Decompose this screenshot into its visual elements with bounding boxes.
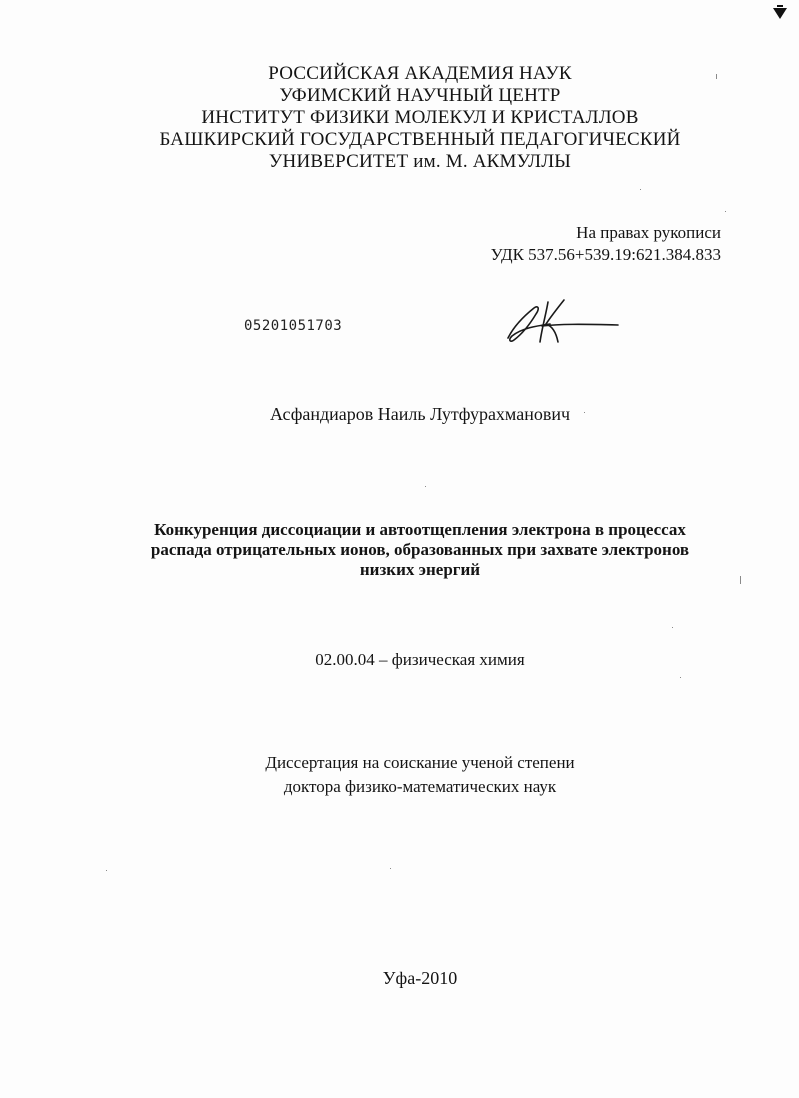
handwritten-signature xyxy=(500,296,625,348)
scan-speck xyxy=(725,211,726,212)
scan-speck xyxy=(390,868,391,869)
title-line: Конкуренция диссоциации и автоотщепления электрона в процессах xyxy=(154,520,686,539)
scan-speck xyxy=(740,576,741,584)
dissertation-title xyxy=(0,520,799,580)
archive-number: 05201051703 xyxy=(244,318,343,334)
header-line: ИНСТИТУТ ФИЗИКИ МОЛЕКУЛ И КРИСТАЛЛОВ xyxy=(201,107,639,128)
rights-block xyxy=(491,222,721,266)
header-line: УФИМСКИЙ НАУЧНЫЙ ЦЕНТР xyxy=(279,85,561,106)
degree-line: Диссертация на соискание ученой степени xyxy=(265,753,575,772)
header-line: РОССИЙСКАЯ АКАДЕМИЯ НАУК xyxy=(268,63,572,84)
scan-speck xyxy=(425,486,426,487)
degree-line: доктора физико-математических наук xyxy=(283,777,557,796)
specialty-code: 02.00.04 – физическая химия xyxy=(315,650,525,669)
udc-code: УДК 537.56+539.19:621.384.833 xyxy=(490,245,721,264)
city-year: Уфа-2010 xyxy=(382,968,458,988)
scan-speck xyxy=(680,677,681,678)
corner-triangle-mark-icon xyxy=(771,4,789,22)
scan-speck xyxy=(640,189,641,190)
header-line: УНИВЕРСИТЕТ им. М. АКМУЛЛЫ xyxy=(268,151,572,172)
header-line: БАШКИРСКИЙ ГОСУДАРСТВЕННЫЙ ПЕДАГОГИЧЕСКИЙ xyxy=(159,129,681,150)
scan-speck xyxy=(716,74,717,79)
institution-header xyxy=(0,63,799,173)
title-line: распада отрицательных ионов, образованных при захвате электронов xyxy=(150,540,690,559)
scan-speck xyxy=(672,627,673,628)
title-line: низких энергий xyxy=(359,560,481,579)
scan-speck xyxy=(106,870,107,871)
manuscript-note: На правах рукописи xyxy=(576,223,721,242)
author-name: Асфандиаров Наиль Лутфурахманович xyxy=(269,404,571,424)
degree-statement xyxy=(0,751,799,799)
scan-speck xyxy=(584,412,585,413)
